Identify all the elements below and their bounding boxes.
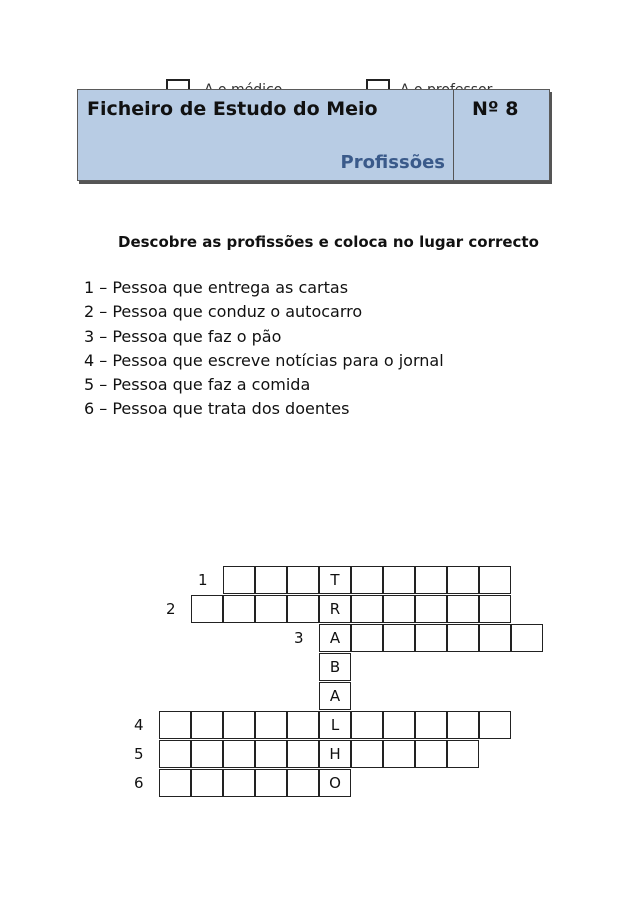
crossword-key-cell[interactable]: A bbox=[319, 682, 351, 710]
crossword-cell[interactable] bbox=[351, 595, 383, 623]
crossword-key-cell[interactable]: R bbox=[319, 595, 351, 623]
crossword-cell[interactable] bbox=[351, 624, 383, 652]
crossword-cell[interactable] bbox=[287, 566, 319, 594]
crossword-cell[interactable] bbox=[383, 740, 415, 768]
crossword-key-cell[interactable]: B bbox=[319, 653, 351, 681]
clue-list bbox=[84, 276, 444, 422]
crossword-key-cell[interactable]: A bbox=[319, 624, 351, 652]
crossword-row-number: 1 bbox=[198, 571, 208, 589]
crossword-cell[interactable] bbox=[447, 740, 479, 768]
clue-item: 6 – Pessoa que trata dos doentes bbox=[84, 399, 350, 419]
crossword-cell[interactable] bbox=[479, 595, 511, 623]
crossword-cell[interactable] bbox=[223, 769, 255, 797]
crossword-cell[interactable] bbox=[223, 595, 255, 623]
crossword-cell[interactable] bbox=[351, 566, 383, 594]
clue-item: 1 – Pessoa que entrega as cartas bbox=[84, 278, 349, 297]
clue-item: 2 – Pessoa que conduz o autocarro bbox=[84, 302, 363, 322]
crossword-row-number: 2 bbox=[166, 600, 176, 618]
crossword-cell[interactable] bbox=[447, 595, 479, 623]
crossword-cell[interactable] bbox=[255, 769, 287, 797]
header-divider bbox=[453, 90, 454, 182]
crossword-cell[interactable] bbox=[415, 566, 447, 594]
crossword-cell[interactable] bbox=[223, 740, 255, 768]
crossword-cell[interactable] bbox=[255, 595, 287, 623]
clue-item: 3 – Pessoa que faz o pão bbox=[84, 326, 282, 346]
crossword-cell[interactable] bbox=[383, 624, 415, 652]
crossword-cell[interactable] bbox=[479, 711, 511, 739]
crossword-cell[interactable] bbox=[159, 740, 191, 768]
crossword-cell[interactable] bbox=[191, 740, 223, 768]
crossword-cell[interactable] bbox=[479, 624, 511, 652]
crossword-cell[interactable] bbox=[447, 566, 479, 594]
crossword-cell[interactable] bbox=[255, 711, 287, 739]
crossword-cell[interactable] bbox=[351, 740, 383, 768]
crossword-cell[interactable] bbox=[415, 595, 447, 623]
crossword-key-cell[interactable]: H bbox=[319, 740, 351, 768]
crossword-cell[interactable] bbox=[159, 769, 191, 797]
crossword-cell[interactable] bbox=[223, 566, 255, 594]
crossword-row-number: 4 bbox=[134, 716, 144, 734]
worksheet-title: Ficheiro de Estudo do Meio bbox=[87, 98, 378, 120]
crossword-cell[interactable] bbox=[447, 624, 479, 652]
crossword-cell[interactable] bbox=[287, 740, 319, 768]
crossword-cell[interactable] bbox=[415, 711, 447, 739]
crossword-cell[interactable] bbox=[255, 566, 287, 594]
crossword-key-cell[interactable]: O bbox=[319, 769, 351, 797]
crossword-cell[interactable] bbox=[383, 566, 415, 594]
crossword-cell[interactable] bbox=[287, 711, 319, 739]
crossword-cell[interactable] bbox=[351, 711, 383, 739]
worksheet-subject: Profissões bbox=[340, 152, 445, 173]
clue-item: 4 – Pessoa que escreve notícias para o jornal bbox=[84, 350, 444, 370]
crossword-row-number: 6 bbox=[134, 774, 144, 792]
header-box bbox=[77, 89, 550, 181]
crossword-row-number: 5 bbox=[134, 745, 144, 763]
crossword-cell[interactable] bbox=[447, 711, 479, 739]
instruction-text: Descobre as profissões e coloca no lugar correcto bbox=[118, 233, 539, 251]
crossword-cell[interactable] bbox=[191, 595, 223, 623]
crossword-cell[interactable] bbox=[287, 595, 319, 623]
crossword-cell[interactable] bbox=[159, 711, 191, 739]
crossword-cell[interactable] bbox=[415, 740, 447, 768]
crossword-cell[interactable] bbox=[223, 711, 255, 739]
clue-item: 5 – Pessoa que faz a comida bbox=[84, 375, 311, 395]
crossword-cell[interactable] bbox=[479, 566, 511, 594]
crossword-cell[interactable] bbox=[255, 740, 287, 768]
crossword-key-cell[interactable]: L bbox=[319, 711, 351, 739]
crossword-cell[interactable] bbox=[511, 624, 543, 652]
crossword-cell[interactable] bbox=[415, 624, 447, 652]
crossword-cell[interactable] bbox=[191, 711, 223, 739]
crossword-cell[interactable] bbox=[287, 769, 319, 797]
crossword-row-number: 3 bbox=[294, 629, 304, 647]
crossword-cell[interactable] bbox=[383, 711, 415, 739]
crossword-cell[interactable] bbox=[191, 769, 223, 797]
crossword-cell[interactable] bbox=[383, 595, 415, 623]
crossword-key-cell[interactable]: T bbox=[319, 566, 351, 594]
worksheet-number: Nº 8 bbox=[472, 98, 519, 120]
